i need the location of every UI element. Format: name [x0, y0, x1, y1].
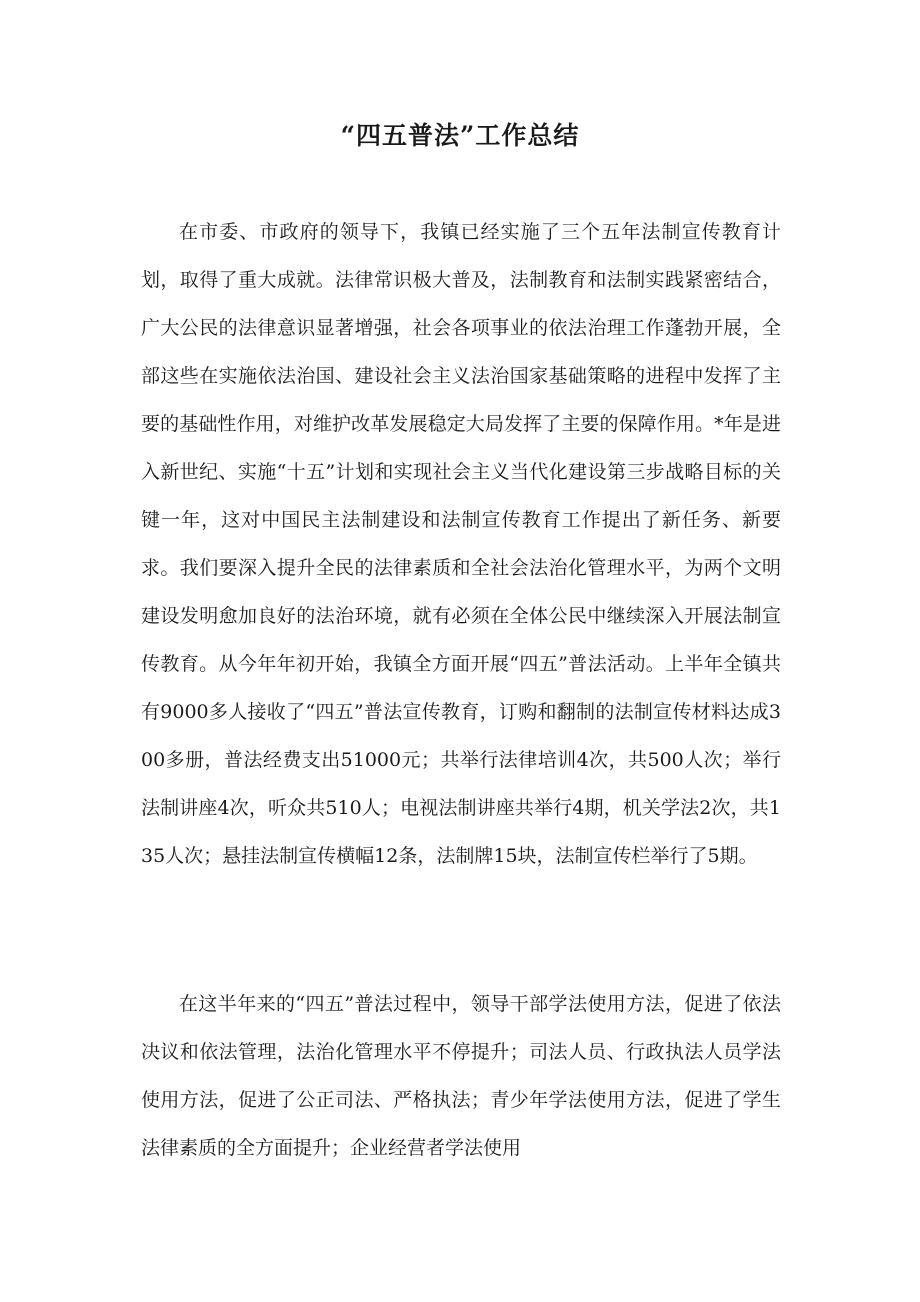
body-paragraph: 在这半年来的“四五”普法过程中，领导干部学法使用方法，促进了依法决议和依法管理，法治化管理水平不停提升；司法人员、行政执法人员学法使用方法，促进了公正司法、严格执法；青少年学法使用方法，促进了学生法律素质的全方面提升；企业经营者学法使用	[141, 993, 781, 1159]
body-paragraph: 在市委、市政府的领导下，我镇已经实施了三个五年法制宣传教育计划，取得了重大成就。法律常识极大普及，法制教育和法制实践紧密结合，广大公民的法律意识显著增强，社会各项事业的依法治理工作蓬勃开展，全部这些在实施依法治国、建设社会主义法治国家基础策略的进程中发挥了主要的基础性作用，对维护改革发展稳定大局发挥了主要的保障作用。*年是进入新世纪、实施“十五”计划和实现社会主义当代化建设第三步战略目标的关键一年，这对中国民主法制建设和法制宣传教育工作提出了新任务、新要求。我们要深入提升全民的法律素质和全社会法治化管理水平，为两个文明建设发明愈加良好的法治环境，就有必须在全体公民中继续深入开展法制宣传教育。从今年年初开始，我镇全方面开展“四五”普法活动。上半年全镇共有9000多人接收了“四五”普法宣传教育，订购和翻制的法制宣传材料达成300多册，普法经费支出51000元；共举行法律培训4次，共500人次；举行法制讲座4次，听众共510人；电视法制讲座共举行4期，机关学法2次，共135人次；悬挂法制宣传横幅12条，法制牌15块，法制宣传栏举行了5期。	[141, 221, 781, 867]
document-title: “四五普法”工作总结	[340, 121, 580, 150]
